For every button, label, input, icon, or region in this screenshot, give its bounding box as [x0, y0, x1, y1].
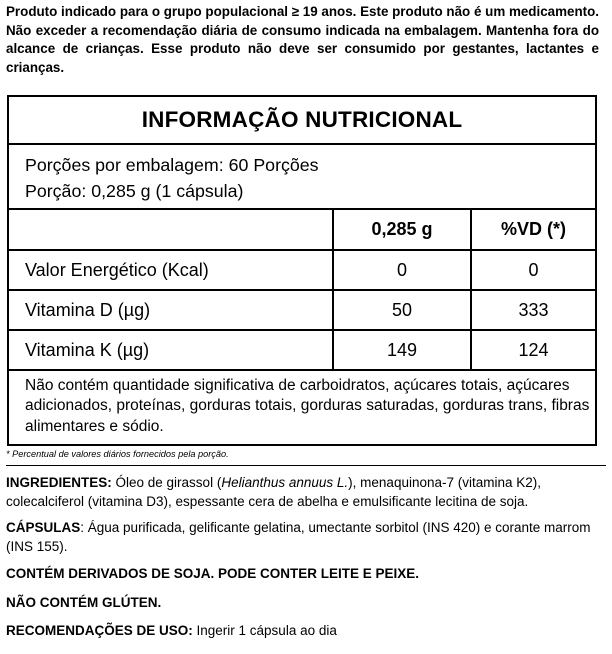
- servings-per-package: Porções por embalagem: 60 Porções: [25, 155, 319, 175]
- row-daily-value: 124: [471, 330, 595, 370]
- nutrition-table: [9, 210, 595, 371]
- table-header-row: [9, 210, 595, 250]
- ingredients-part-1: Óleo de girassol (: [111, 475, 222, 490]
- row-daily-value: 333: [471, 290, 595, 330]
- servings-block: [9, 145, 595, 210]
- nutrition-facts-panel: [7, 95, 597, 446]
- row-nutrient-name: Vitamina D (µg): [9, 290, 333, 330]
- gluten-statement: NÃO CONTÉM GLÚTEN.: [6, 595, 162, 610]
- ingredients-latin-name: Helianthus annuus L.: [221, 475, 349, 490]
- row-amount: 0: [333, 250, 471, 290]
- usage-text: Ingerir 1 cápsula ao dia: [192, 623, 337, 638]
- ingredients-text: [6, 474, 606, 511]
- table-row: [9, 330, 595, 370]
- capsules-text: [6, 519, 606, 556]
- row-nutrient-name: Valor Energético (Kcal): [9, 250, 333, 290]
- header-nutrient: [9, 210, 333, 250]
- row-nutrient-name: Vitamina K (µg): [9, 330, 333, 370]
- header-amount: 0,285 g: [333, 210, 471, 250]
- usage-recommendation: [6, 623, 337, 638]
- divider: [6, 465, 606, 466]
- footnote: * Percentual de valores diários fornecidos pela porção.: [6, 449, 229, 459]
- warning-text: Produto indicado para o grupo populacional ≥ 19 anos. Este produto não é um medicamento. Não exceder a recomendação diária de consumo indicada na embalagem. Mantenha fora do alcance de crianças. Esse produto não deve ser consumido por gestantes, lactantes e crianças.: [6, 4, 599, 75]
- panel-notes: Não contém quantidade significativa de carboidratos, açúcares totais, açúcares adicionados, proteínas, gorduras totais, gorduras saturadas, gorduras trans, fibras alimentares e sódio.: [25, 377, 590, 435]
- serving-size: Porção: 0,285 g (1 cápsula): [25, 181, 244, 201]
- ingredients-part-2: ), menaquinona-7 (vitamina K2), colecalciferol (vitamina D3), espessante cera de abelha e emulsificante lecitina de soja.: [6, 475, 542, 509]
- capsules-label: CÁPSULAS: [6, 520, 81, 535]
- header-daily-value: %VD (*): [471, 210, 595, 250]
- table-row: [9, 250, 595, 290]
- table-row: [9, 290, 595, 330]
- ingredients-label: INGREDIENTES:: [6, 475, 112, 490]
- row-daily-value: 0: [471, 250, 595, 290]
- allergen-statement: CONTÉM DERIVADOS DE SOJA. PODE CONTER LEITE E PEIXE.: [6, 566, 420, 581]
- usage-label: RECOMENDAÇÕES DE USO:: [6, 623, 193, 638]
- row-amount: 50: [333, 290, 471, 330]
- panel-title: INFORMAÇÃO NUTRICIONAL: [9, 97, 595, 145]
- row-amount: 149: [333, 330, 471, 370]
- capsules-description: : Água purificada, gelificante gelatina, umectante sorbitol (INS 420) e corante marrom (INS 155).: [6, 520, 591, 554]
